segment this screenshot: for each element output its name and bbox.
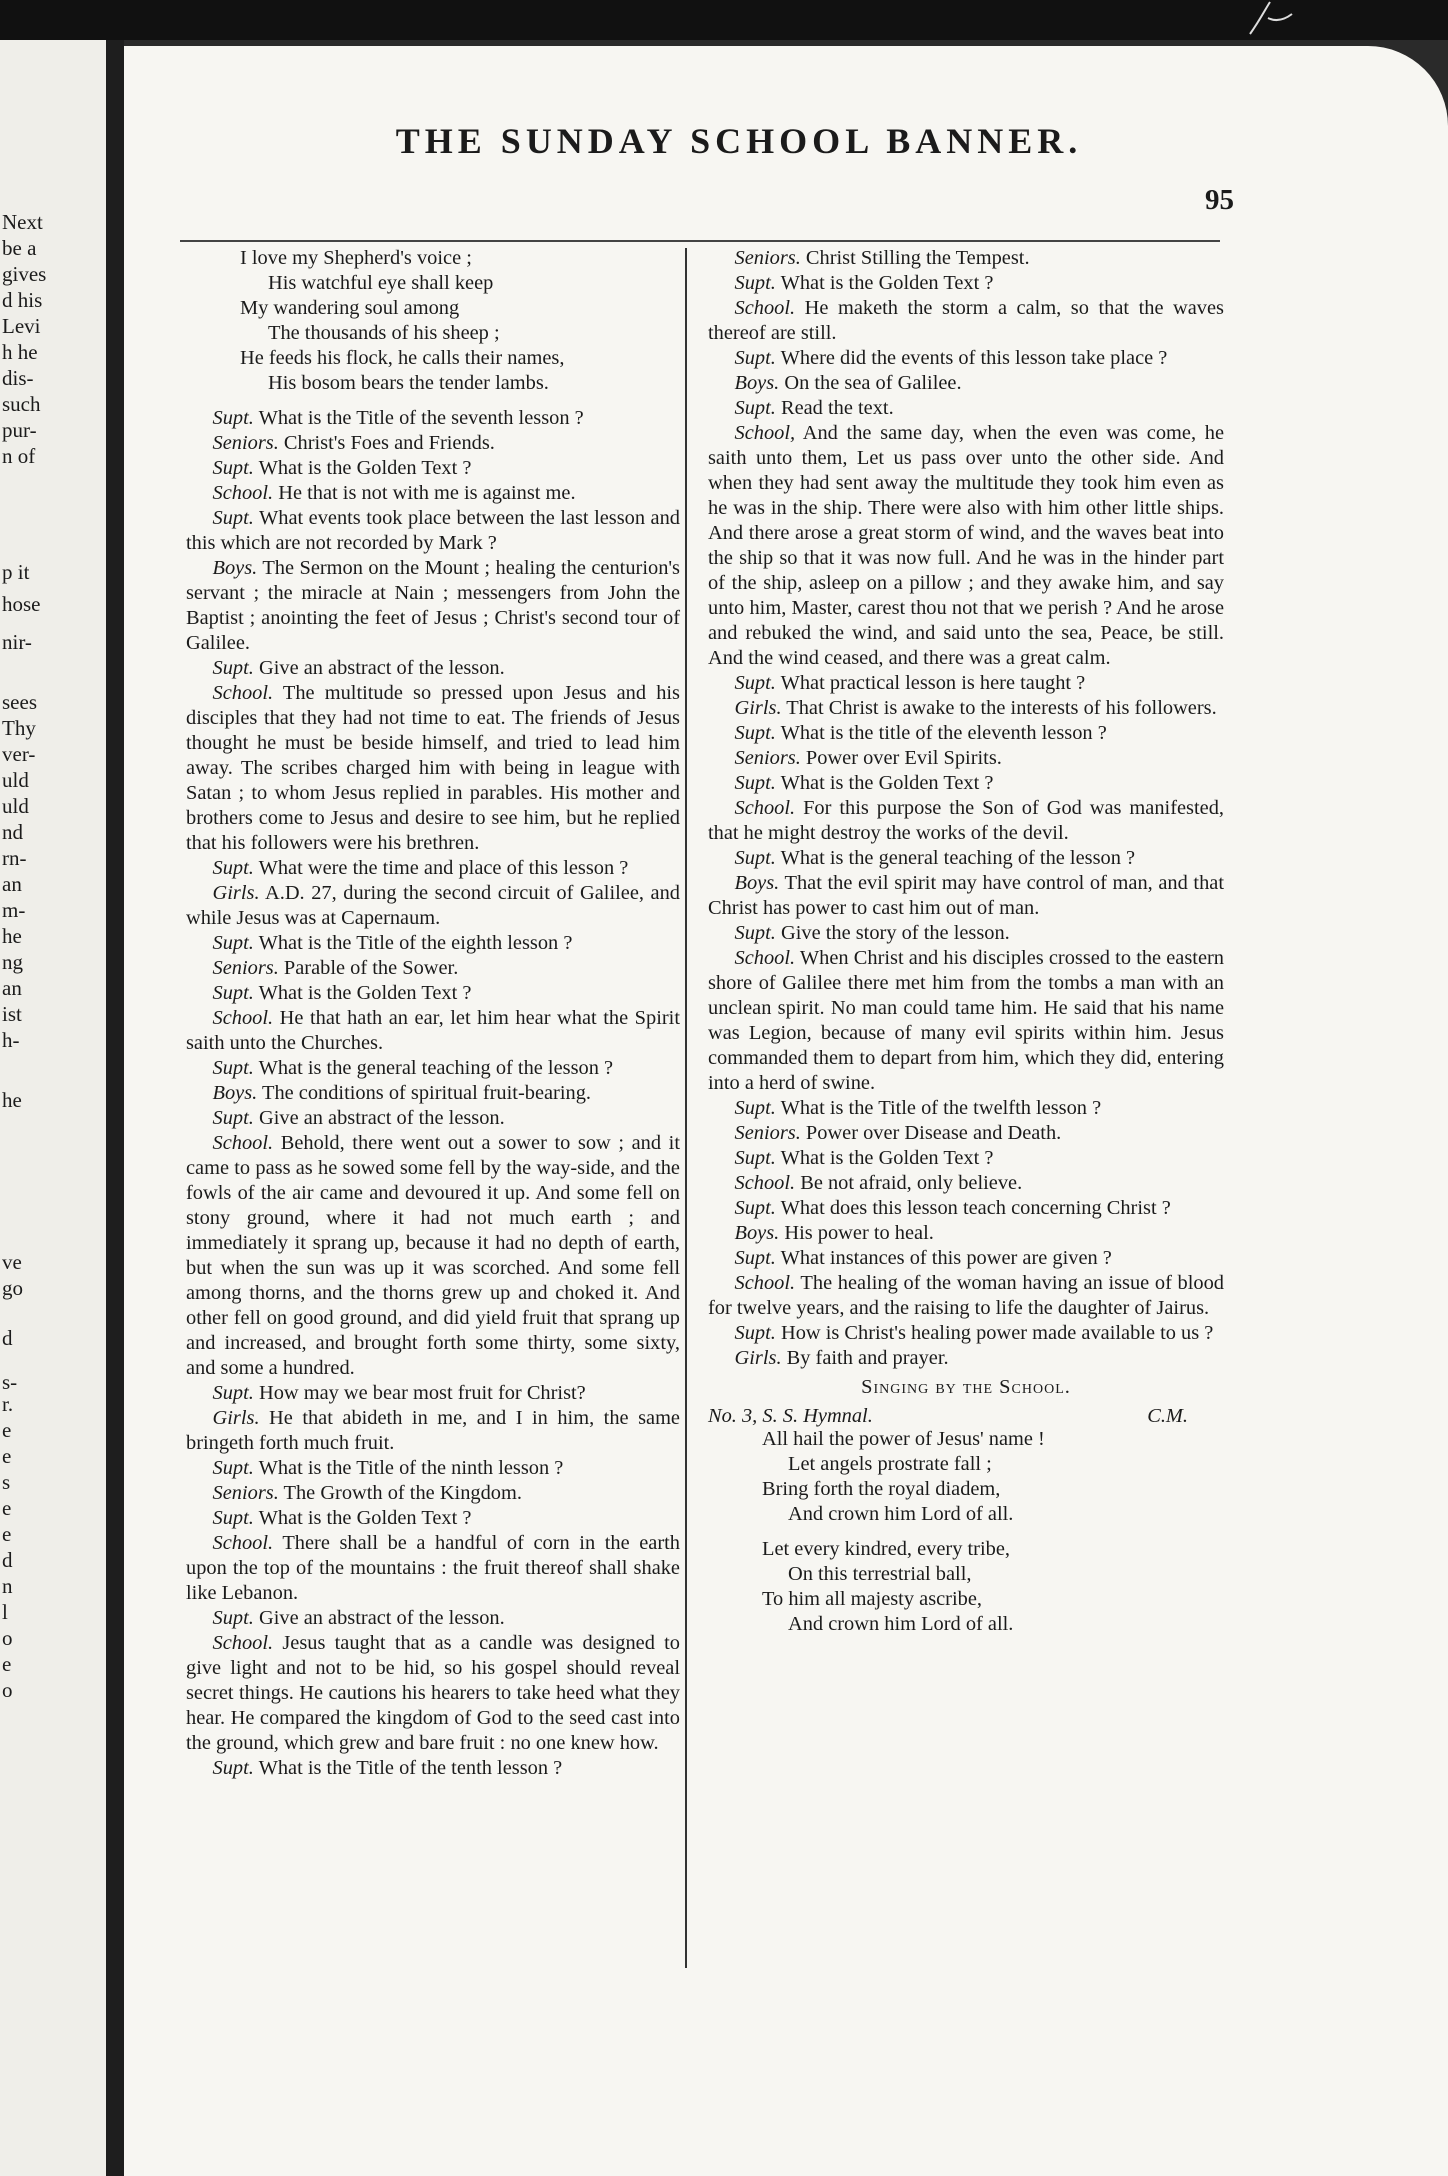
dialogue-paragraph [186,1381,680,1406]
speaker-label: Supt. [734,397,776,419]
facing-page-fragment: r. [2,1392,14,1416]
facing-page-fragment: pur- [2,418,37,442]
right-dialogue [708,246,1224,1371]
dialogue-paragraph [186,431,680,456]
facing-page-fragment: d his [2,288,43,312]
dialogue-paragraph [708,371,1224,396]
facing-page-fragment: n [2,1574,13,1598]
left-dialogue [186,406,680,1781]
dialogue-paragraph [708,946,1224,1096]
dialogue-text: What does this lesson teach concerning Christ ? [780,1197,1171,1219]
dialogue-paragraph [186,1106,680,1131]
dialogue-text: When Christ and his disciples crossed to the eastern shore of Galilee there met him from the tombs a man with an unclean spirit. No man could tame him. He said that his name was Legion, because of many evil spirits within him. Jesus commanded them to depart from him, which they did, entering into a herd of swine. [708,947,1224,1094]
dialogue-text: Give the story of the lesson. [780,922,1010,944]
facing-page-fragment: e [2,1496,12,1520]
facing-page-fragment: p it [2,560,30,584]
verse-line: Let angels prostrate fall ; [788,1453,992,1475]
facing-page-fragment: s [2,1470,11,1494]
speaker-label: Seniors. [734,1122,801,1144]
facing-page-fragment: d [2,1548,13,1572]
dialogue-text: What is the Golden Text ? [780,772,994,794]
speaker-label: Supt. [734,847,776,869]
dialogue-paragraph [186,506,680,556]
dialogue-paragraph [186,681,680,856]
dialogue-text: The healing of the woman having an issue of blood for twelve years, and the raising to life the daughter of Jairus. [708,1272,1224,1319]
verse-line: Bring forth the royal diadem, [762,1478,1001,1500]
dialogue-paragraph [186,456,680,481]
dialogue-paragraph [186,1756,680,1781]
dialogue-paragraph [186,1406,680,1456]
facing-page-fragment: uld [2,794,29,818]
dialogue-paragraph [708,1196,1224,1221]
facing-page-fragment: e [2,1652,12,1676]
facing-page-fragment: nir- [2,630,32,654]
dialogue-paragraph [186,1006,680,1056]
speaker-label: Supt. [212,1382,254,1404]
dialogue-paragraph [186,981,680,1006]
facing-page-fragment: n of [2,444,36,468]
facing-page-fragment: such [2,392,41,416]
page-header: THE SUNDAY SCHOOL BANNER. [395,121,1083,161]
dialogue-paragraph [708,696,1224,721]
speaker-label: Supt. [212,1107,254,1129]
facing-page-fragment: Levi [2,314,41,338]
verse-line: All hail the power of Jesus' name ! [762,1428,1045,1450]
facing-page [0,40,106,2176]
dialogue-text: His power to heal. [784,1222,934,1244]
speaker-label: Supt. [212,507,254,529]
speaker-label: Supt. [212,1057,254,1079]
dialogue-paragraph [708,1221,1224,1246]
facing-page-fragment: sees [2,690,37,714]
facing-page-fragment: Next [2,210,43,234]
facing-page-fragment: e [2,1522,12,1546]
pen-mark [1240,0,1300,40]
facing-page-fragment: an [2,976,22,1000]
dialogue-text: What is the Title of the tenth lesson ? [258,1757,563,1779]
dialogue-text: The Sermon on the Mount ; healing the centurion's servant ; the miracle at Nain ; messengers from John the Baptist ; anointing the feet of Jesus ; Christ's second tour of Galilee. [186,557,680,654]
dialogue-paragraph [186,1481,680,1506]
column-separator [685,248,687,1968]
speaker-label: Supt. [212,857,254,879]
dialogue-text: Jesus taught that as a candle was designed to give light and not to be hid, so his gospel should reveal secret things. He cautions his hearers to take heed what they hear. He compared the kingdom of God to the seed cast into the ground, which grew and bare fruit : no one knew how. [186,1632,681,1754]
dialogue-paragraph [708,1096,1224,1121]
dialogue-text: What is the Title of the seventh lesson ? [258,407,584,429]
dialogue-paragraph [708,346,1224,371]
dialogue-text: On the sea of Galilee. [784,372,962,394]
dialogue-paragraph [186,856,680,881]
dialogue-text: He that hath an ear, let him hear what the Spirit saith unto the Churches. [186,1007,680,1054]
dialogue-text: By faith and prayer. [786,1347,949,1369]
facing-page-fragment: e [2,1418,12,1442]
dialogue-paragraph [186,1131,680,1381]
left-column [186,246,680,1781]
dialogue-paragraph [708,396,1224,421]
dialogue-text: And the same day, when the even was come, he saith unto them, Let us pass over unto the other side. And when they had sent away the multitude they took him even as he was in the ship. There were also with him other little ships. And there arose a great storm of wind, and the waves beat into the ship so that it was now full. And he was in the hinder part of the ship, asleep on a pillow ; and they awake him, and say unto him, Master, carest thou not that we perish ? And he arose and rebuked the wind, and said unto the sea, Peace, be still. And the wind ceased, and there was a great calm. [708,422,1224,669]
facing-page-fragment: ver- [2,742,36,766]
dialogue-paragraph [186,1631,680,1756]
facing-page-fragment: an [2,872,22,896]
dialogue-text: What is the Golden Text ? [258,982,472,1004]
speaker-label: Supt. [734,1197,776,1219]
speaker-label: Girls. [734,697,782,719]
facing-page-fragment: rn- [2,846,27,870]
speaker-label: Boys. [212,1082,258,1104]
facing-page-fragment: m- [2,898,26,922]
right-column [708,246,1224,1647]
facing-page-fragment: h- [2,1028,20,1052]
speaker-label: School. [212,1532,274,1554]
speaker-label: School. [212,1007,274,1029]
dialogue-text: How is Christ's healing power made available to us ? [780,1322,1214,1344]
dialogue-paragraph [708,1146,1224,1171]
speaker-label: Boys. [734,872,780,894]
dialogue-text: What events took place between the last lesson and this which are not recorded by Mark ? [186,507,680,554]
verse-line: And crown him Lord of all. [788,1613,1014,1635]
dialogue-paragraph [708,871,1224,921]
dialogue-paragraph [708,721,1224,746]
header-rule [180,240,1220,242]
dialogue-text: Give an abstract of the lesson. [258,1107,505,1129]
dialogue-paragraph [708,1246,1224,1271]
speaker-label: Seniors. [212,432,279,454]
speaker-label: Supt. [734,1097,776,1119]
dialogue-text: There shall be a handful of corn in the earth upon the top of the mountains : the fruit thereof shall shake like Lebanon. [186,1532,680,1604]
dialogue-text: What is the Golden Text ? [780,1147,994,1169]
speaker-label: Supt. [734,1322,776,1344]
dialogue-text: Power over Evil Spirits. [805,747,1002,769]
speaker-label: Supt. [734,272,776,294]
speaker-label: Supt. [734,1247,776,1269]
hymn-verse-2 [708,1537,1224,1637]
dialogue-text: The conditions of spiritual fruit-bearing. [261,1082,591,1104]
speaker-label: Supt. [212,407,254,429]
verse-line: He feeds his flock, he calls their names, [240,347,565,369]
dialogue-text: Christ's Foes and Friends. [283,432,495,454]
dialogue-text: Christ Stilling the Tempest. [805,247,1030,269]
speaker-label: Seniors. [212,957,279,979]
dialogue-text: Give an abstract of the lesson. [258,1607,505,1629]
dialogue-paragraph [186,1056,680,1081]
speaker-label: Supt. [212,1607,254,1629]
facing-page-fragment: ist [2,1002,22,1026]
facing-page-fragment: s- [2,1370,18,1394]
scanner-border [0,0,1448,40]
verse-line: On this terrestrial ball, [788,1563,972,1585]
dialogue-paragraph [708,1121,1224,1146]
facing-page-fragment: o [2,1678,13,1702]
facing-page-fragment: nd [2,820,23,844]
speaker-label: School, [734,422,796,444]
facing-page-fragment: go [2,1276,23,1300]
facing-page-fragment: be a [2,236,37,260]
dialogue-paragraph [708,1271,1224,1321]
verse-line: His watchful eye shall keep [268,272,494,294]
verse-line: His bosom bears the tender lambs. [268,372,549,394]
speaker-label: Seniors. [734,747,801,769]
verse-line: To him all majesty ascribe, [762,1588,982,1610]
facing-page-fragment: uld [2,768,29,792]
dialogue-text: What is the Title of the twelfth lesson ? [780,1097,1102,1119]
facing-page-fragment: h he [2,340,38,364]
dialogue-paragraph [186,656,680,681]
dialogue-text: Parable of the Sower. [283,957,459,979]
speaker-label: Seniors. [734,247,801,269]
hymn-meter: C.M. [1147,1405,1188,1427]
speaker-label: School. [734,297,796,319]
speaker-label: Girls. [212,882,260,904]
dialogue-text: How may we bear most fruit for Christ? [258,1382,586,1404]
dialogue-paragraph [186,1456,680,1481]
dialogue-text: What instances of this power are given ? [780,1247,1112,1269]
speaker-label: Supt. [212,457,254,479]
speaker-label: Girls. [212,1407,260,1429]
dialogue-paragraph [708,271,1224,296]
page-number: 95 [1205,184,1234,216]
speaker-label: Supt. [734,1147,776,1169]
dialogue-text: Where did the events of this lesson take place ? [780,347,1168,369]
speaker-label: Boys. [212,557,258,579]
facing-page-fragment: he [2,924,22,948]
speaker-label: Supt. [734,347,776,369]
dialogue-paragraph [708,421,1224,671]
dialogue-paragraph [708,796,1224,846]
dialogue-text: Behold, there went out a sower to sow ; and it came to pass as he sowed some fell by the way-side, and the fowls of the air came and devoured it up. And some fell on stony ground, where it had not much earth ; and immediately it sprang up, because it had no depth of earth, but when the sun was up it was scorched. And some fell among thorns, and the thorns grew up and choked it. And other fell on good ground, and did yield fruit that sprang up and increased, and brought forth some thirty, some sixty, and some a hundred. [186,1132,680,1379]
dialogue-text: What is the Golden Text ? [780,272,994,294]
dialogue-text: Be not afraid, only believe. [800,1172,1023,1194]
hymn-number: No. 3, S. S. Hymnal. [708,1405,873,1427]
facing-page-fragment: gives [2,262,47,286]
facing-page-fragment: l [2,1600,8,1624]
book-gutter [106,40,124,2176]
dialogue-paragraph [708,671,1224,696]
dialogue-text: He that abideth in me, and I in him, the same bringeth forth much fruit. [186,1407,680,1454]
dialogue-text: What practical lesson is here taught ? [780,672,1086,694]
dialogue-text: Read the text. [780,397,894,419]
speaker-label: Supt. [212,657,254,679]
dialogue-text: What is the general teaching of the lesson ? [780,847,1136,869]
speaker-label: School. [212,682,274,704]
dialogue-paragraph [708,1346,1224,1371]
dialogue-paragraph [186,1606,680,1631]
dialogue-text: What is the Title of the ninth lesson ? [258,1457,564,1479]
speaker-label: Supt. [734,922,776,944]
speaker-label: Seniors. [212,1482,279,1504]
dialogue-paragraph [708,746,1224,771]
speaker-label: School. [734,947,796,969]
dialogue-text: He that is not with me is against me. [278,482,576,504]
dialogue-text: What is the Golden Text ? [258,457,472,479]
speaker-label: School. [734,1172,796,1194]
speaker-label: Boys. [734,372,780,394]
speaker-label: Supt. [734,722,776,744]
dialogue-paragraph [186,556,680,656]
hymn-verse-1 [708,1427,1224,1527]
speaker-label: School. [212,482,274,504]
dialogue-paragraph [186,881,680,931]
speaker-label: School. [212,1132,274,1154]
speaker-label: Supt. [212,932,254,954]
dialogue-paragraph [186,956,680,981]
verse-line: My wandering soul among [240,297,460,319]
speaker-label: Supt. [212,1507,254,1529]
speaker-label: School. [734,1272,796,1294]
dialogue-text: That the evil spirit may have control of man, and that Christ has power to cast him out of man. [708,872,1224,919]
dialogue-paragraph [186,931,680,956]
speaker-label: School. [212,1632,274,1654]
facing-page-fragment: Thy [2,716,36,740]
dialogue-paragraph [708,921,1224,946]
speaker-label: Supt. [212,1757,254,1779]
facing-page-fragment: d [2,1326,13,1350]
dialogue-text: What were the time and place of this lesson ? [258,857,629,879]
dialogue-paragraph [708,1321,1224,1346]
dialogue-paragraph [186,406,680,431]
dialogue-text: That Christ is awake to the interests of his followers. [786,697,1217,719]
dialogue-paragraph [186,481,680,506]
dialogue-text: He maketh the storm a calm, so that the waves thereof are still. [708,297,1224,344]
facing-page-fragment: ve [2,1250,22,1274]
dialogue-text: What is the Golden Text ? [258,1507,472,1529]
dialogue-text: Give an abstract of the lesson. [258,657,505,679]
verse-line: And crown him Lord of all. [788,1503,1014,1525]
verse-line: The thousands of his sheep ; [268,322,500,344]
dialogue-paragraph [708,246,1224,271]
dialogue-text: The Growth of the Kingdom. [283,1482,522,1504]
facing-page-fragment: ng [2,950,23,974]
dialogue-paragraph [708,846,1224,871]
verse-line: Let every kindred, every tribe, [762,1538,1010,1560]
dialogue-text: For this purpose the Son of God was manifested, that he might destroy the works of the devil. [708,797,1224,844]
opening-verse [186,246,680,396]
verse-line: I love my Shepherd's voice ; [240,247,472,269]
dialogue-text: A.D. 27, during the second circuit of Galilee, and while Jesus was at Capernaum. [186,882,680,929]
dialogue-text: What is the title of the eleventh lesson ? [780,722,1107,744]
singing-heading: Singing by the School. [861,1376,1071,1398]
dialogue-paragraph [186,1081,680,1106]
dialogue-text: What is the Title of the eighth lesson ? [258,932,573,954]
speaker-label: School. [734,797,796,819]
facing-page-fragment: e [2,1444,12,1468]
dialogue-paragraph [708,296,1224,346]
dialogue-paragraph [186,1531,680,1606]
facing-page-fragment: o [2,1626,13,1650]
facing-page-fragment: hose [2,592,41,616]
dialogue-paragraph [186,1506,680,1531]
speaker-label: Girls. [734,1347,782,1369]
speaker-label: Boys. [734,1222,780,1244]
dialogue-text: The multitude so pressed upon Jesus and his disciples that they had not time to eat. The friends of Jesus thought he must be beside himself, and tried to lead him away. The scribes charged him with being in league with Satan ; to whom Jesus replied in parables. His mother and brothers come to Jesus and desire to see him, but he replied that his followers were his brethren. [186,682,680,854]
dialogue-text: What is the general teaching of the lesson ? [258,1057,614,1079]
speaker-label: Supt. [212,1457,254,1479]
dialogue-text: Power over Disease and Death. [805,1122,1062,1144]
facing-page-fragment: he [2,1088,22,1112]
speaker-label: Supt. [212,982,254,1004]
speaker-label: Supt. [734,772,776,794]
speaker-label: Supt. [734,672,776,694]
dialogue-paragraph [708,1171,1224,1196]
hymn-reference [708,1404,1224,1429]
dialogue-paragraph [708,771,1224,796]
facing-page-fragment: dis- [2,366,34,390]
